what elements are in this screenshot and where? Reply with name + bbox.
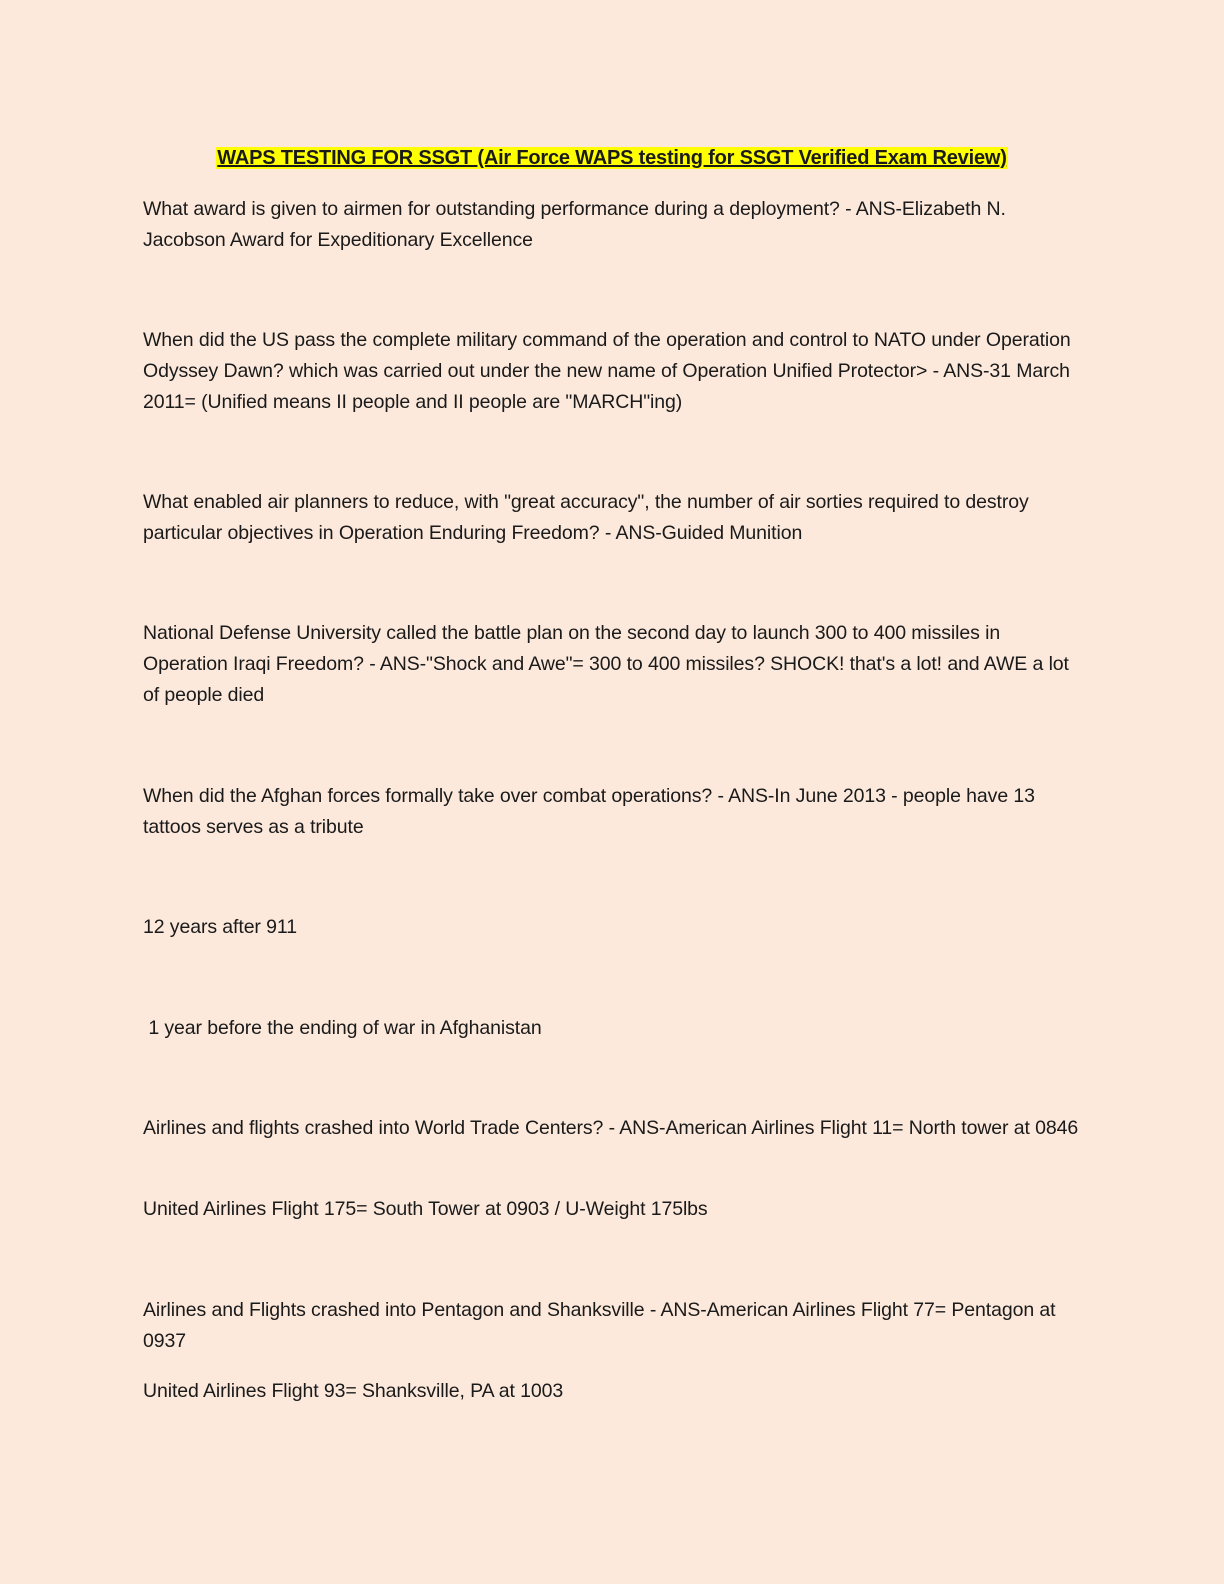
qa-paragraph-1: What award is given to airmen for outstanding performance during a deployment? - ANS-Elizabeth N. Jacobson Award for Expeditionary Excellence bbox=[143, 198, 1006, 251]
document-title: WAPS TESTING FOR SSGT (Air Force WAPS testing for SSGT Verified Exam Review) bbox=[217, 147, 1007, 169]
qa-paragraph-7: Airlines and Flights crashed into Pentagon and Shanksville - ANS-American Airlines Flight 77= Pentagon at 0937 bbox=[143, 1299, 1056, 1352]
note-paragraph-1: 12 years after 911 bbox=[143, 916, 297, 938]
qa-paragraph-3: What enabled air planners to reduce, with "great accuracy", the number of air sorties required to destroy particular objectives in Operation Enduring Freedom? - ANS-Guided Munition bbox=[143, 491, 1029, 544]
qa-paragraph-2: When did the US pass the complete military command of the operation and control to NATO under Operation Odyssey Dawn? which was carried out under the new name of Operation Unified Protector> - ANS-31 March 2011= (Unified means II people and II people are "MARCH"ing) bbox=[143, 329, 1071, 413]
qa-paragraph-5: When did the Afghan forces formally take over combat operations? - ANS-In June 2013 - people have 13 tattoos serves as a tribute bbox=[143, 785, 1035, 838]
note-paragraph-3: United Airlines Flight 175= South Tower at 0903 / U-Weight 175lbs bbox=[143, 1198, 708, 1220]
note-paragraph-2: 1 year before the ending of war in Afghanistan bbox=[143, 1017, 542, 1039]
qa-paragraph-6: Airlines and flights crashed into World Trade Centers? - ANS-American Airlines Flight 11= North tower at 0846 bbox=[143, 1117, 1079, 1139]
qa-paragraph-4: National Defense University called the battle plan on the second day to launch 300 to 400 missiles in Operation Iraqi Freedom? - ANS-"Shock and Awe"= 300 to 400 missiles? SHOCK! that's a lot! and AWE a lot of people died bbox=[143, 622, 1069, 706]
title-block bbox=[0, 145, 1224, 171]
note-paragraph-4: United Airlines Flight 93= Shanksville, PA at 1003 bbox=[143, 1380, 564, 1402]
